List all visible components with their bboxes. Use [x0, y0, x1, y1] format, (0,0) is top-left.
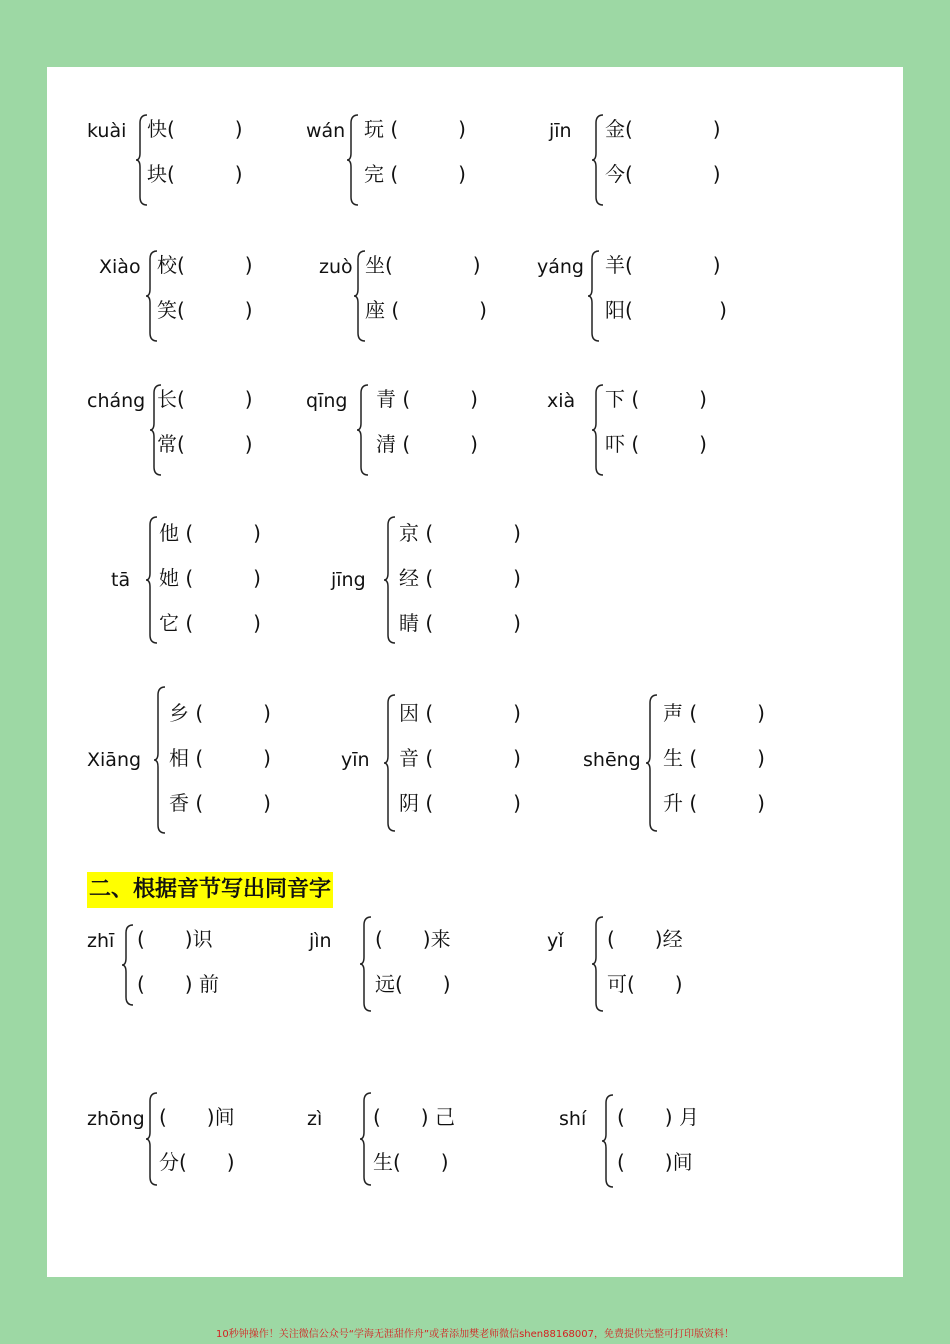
pinyin-label: jìn — [309, 930, 332, 952]
character-item: 远( ) — [375, 972, 451, 996]
character-item: 京 ( ) — [399, 521, 521, 545]
character-item: 因 ( ) — [399, 701, 521, 725]
character-item: 升 ( ) — [663, 791, 765, 815]
brace-icon — [359, 1091, 373, 1187]
character-item: ( )间 — [617, 1150, 693, 1174]
character-item: 校( ) — [157, 253, 253, 277]
character-item: 今( ) — [605, 162, 721, 186]
pinyin-label: xià — [547, 390, 576, 412]
pinyin-label: zì — [307, 1108, 323, 1130]
pinyin-label: shí — [559, 1108, 587, 1130]
brace-icon — [145, 515, 159, 645]
character-item: 音 ( ) — [399, 746, 521, 770]
pinyin-label: zuò — [319, 256, 353, 278]
character-item: 快( ) — [147, 117, 243, 141]
brace-icon — [591, 383, 605, 477]
pinyin-label: qīng — [306, 390, 348, 412]
worksheet-page — [47, 67, 903, 1277]
character-item: 吓 ( ) — [605, 432, 707, 456]
brace-icon — [591, 915, 605, 1013]
character-item: 它 ( ) — [159, 611, 261, 635]
pinyin-label: yǐ — [547, 930, 564, 952]
character-item: 可( ) — [607, 972, 683, 996]
pinyin-label: jīn — [549, 120, 572, 142]
pinyin-label: kuài — [87, 120, 127, 142]
character-item: 声 ( ) — [663, 701, 765, 725]
pinyin-label: yáng — [537, 256, 584, 278]
pinyin-label: yīn — [341, 749, 370, 771]
character-item: 完 ( ) — [364, 162, 466, 186]
character-item: 阴 ( ) — [399, 791, 521, 815]
character-item: 笑( ) — [157, 298, 253, 322]
character-item: 玩 ( ) — [364, 117, 466, 141]
character-item: 块( ) — [147, 162, 243, 186]
pinyin-label: Xiāng — [87, 749, 142, 771]
character-item: 分( ) — [159, 1150, 235, 1174]
character-item: 乡 ( ) — [169, 701, 271, 725]
brace-icon — [145, 1091, 159, 1187]
brace-icon — [645, 693, 659, 833]
pinyin-label: jīng — [331, 569, 366, 591]
character-item: 香 ( ) — [169, 791, 271, 815]
character-item: 生( ) — [373, 1150, 449, 1174]
character-item: 常( ) — [157, 432, 253, 456]
character-item: 金( ) — [605, 117, 721, 141]
pinyin-label: wán — [306, 120, 346, 142]
pinyin-label: shēng — [583, 749, 641, 771]
character-item: ( )经 — [607, 927, 683, 951]
character-item: 青 ( ) — [376, 387, 478, 411]
character-item: 下 ( ) — [605, 387, 707, 411]
character-item: 生 ( ) — [663, 746, 765, 770]
brace-icon — [346, 113, 360, 207]
brace-icon — [587, 249, 601, 343]
brace-icon — [121, 923, 135, 1007]
character-item: 座 ( ) — [365, 298, 487, 322]
pinyin-label: Xiào — [99, 256, 141, 278]
pinyin-label: cháng — [87, 390, 146, 412]
character-item: ( )来 — [375, 927, 451, 951]
character-item: 相 ( ) — [169, 746, 271, 770]
character-item: 经 ( ) — [399, 566, 521, 590]
brace-icon — [359, 915, 373, 1013]
pinyin-label: zhī — [87, 930, 115, 952]
character-item: ( ) 前 — [137, 972, 219, 996]
brace-icon — [356, 383, 370, 477]
character-item: ( ) 己 — [373, 1105, 455, 1129]
character-item: 阳( ) — [605, 298, 727, 322]
character-item: 羊( ) — [605, 253, 721, 277]
character-item: 清 ( ) — [376, 432, 478, 456]
section-heading: 二、根据音节写出同音字 — [87, 872, 333, 908]
character-item: ( ) 月 — [617, 1105, 699, 1129]
brace-icon — [383, 515, 397, 645]
brace-icon — [153, 685, 167, 835]
brace-icon — [601, 1093, 615, 1189]
character-item: ( )识 — [137, 927, 213, 951]
character-item: 她 ( ) — [159, 566, 261, 590]
character-item: 长( ) — [157, 387, 253, 411]
pinyin-label: tā — [111, 569, 131, 591]
character-item: 坐( ) — [365, 253, 481, 277]
brace-icon — [383, 693, 397, 833]
character-item: 睛 ( ) — [399, 611, 521, 635]
pinyin-label: zhōng — [87, 1108, 145, 1130]
footer-notice: 10秒钟操作！关注微信公众号“学海无涯甜作舟”或者添加樊老师微信shen88168007，免费提供完整可打印版资料！ — [215, 1329, 735, 1340]
brace-icon — [591, 113, 605, 207]
character-item: ( )间 — [159, 1105, 235, 1129]
character-item: 他 ( ) — [159, 521, 261, 545]
